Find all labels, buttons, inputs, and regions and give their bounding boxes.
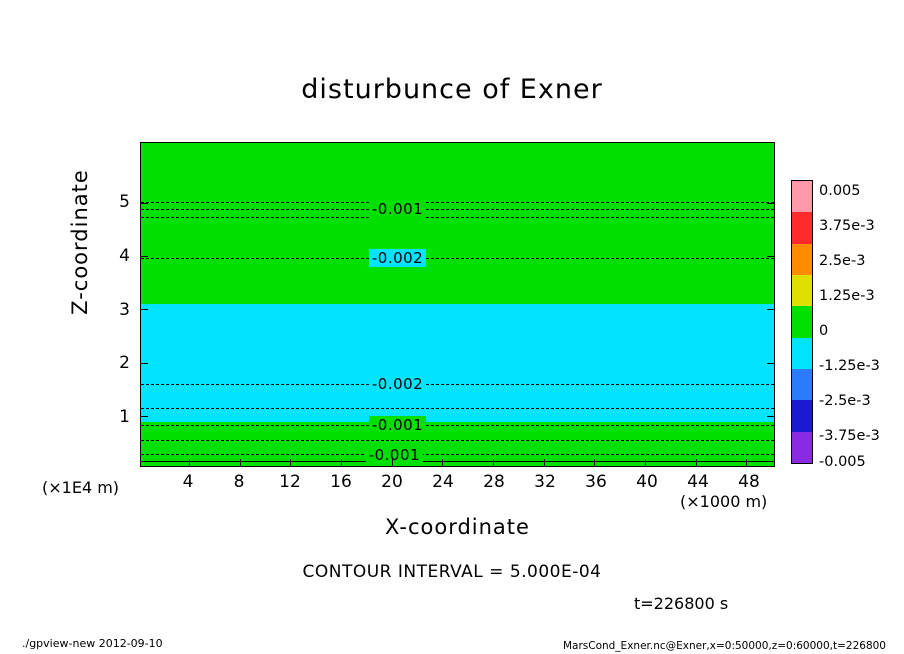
y-axis-unit-label: (×1E4 m) — [42, 478, 120, 497]
x-tick-label: 8 — [233, 472, 245, 492]
x-tick — [392, 459, 393, 466]
contour-label: -0.002 — [369, 249, 426, 267]
x-tick — [594, 459, 595, 466]
colorbar-tick-label: -2.5e-3 — [819, 393, 871, 409]
x-tick-label: 16 — [330, 472, 352, 492]
band-green-upper — [141, 143, 774, 304]
contour-label: -0.002 — [369, 375, 426, 393]
band-cyan-middle — [141, 304, 774, 422]
contour-interval-note: CONTOUR INTERVAL = 5.000E-04 — [302, 562, 602, 582]
contour-label: -0.001 — [369, 416, 426, 434]
x-tick — [746, 459, 747, 466]
contour-line — [141, 258, 774, 259]
colorbar-tick-label: 1.25e-3 — [819, 288, 875, 304]
x-tick — [493, 459, 494, 466]
y-tick — [141, 309, 148, 310]
y-tick-label: 4 — [119, 246, 130, 266]
colorbar-segment — [792, 244, 812, 275]
colorbar-segment — [792, 212, 812, 243]
x-tick — [240, 459, 241, 466]
x-tick — [189, 459, 190, 466]
colorbar-tick-label: 3.75e-3 — [819, 218, 875, 234]
contour-label: -0.001 — [369, 200, 426, 218]
colorbar-tick-label: 0 — [819, 323, 829, 339]
x-tick-label: 24 — [432, 472, 454, 492]
colorbar-tick-label: 0.005 — [819, 183, 861, 199]
x-tick-label: 4 — [182, 472, 194, 492]
y-tick — [767, 363, 774, 364]
x-tick-label: 48 — [738, 472, 760, 492]
contour-line — [141, 440, 774, 441]
contour-line — [141, 408, 774, 409]
contour-line — [141, 202, 774, 203]
x-tick-label: 20 — [381, 472, 403, 492]
page-title: disturbunce of Exner — [301, 74, 603, 105]
x-tick-label: 12 — [279, 472, 301, 492]
x-tick — [341, 459, 342, 466]
y-tick — [141, 256, 148, 257]
x-tick — [696, 459, 697, 466]
y-tick — [767, 203, 774, 204]
y-tick-label: 5 — [119, 192, 130, 212]
y-axis-label: Z-coordinate — [68, 169, 92, 315]
contour-plot-area — [140, 142, 775, 467]
x-tick — [442, 459, 443, 466]
colorbar-segment — [792, 400, 812, 431]
footer-left-text: ./gpview-new 2012-09-10 — [22, 637, 163, 650]
contour-line — [141, 425, 774, 426]
x-tick-label: 44 — [687, 472, 709, 492]
footer-right-text: MarsCond_Exner.nc@Exner,x=0:50000,z=0:60000,t=226800 — [562, 640, 886, 652]
y-tick — [141, 416, 148, 417]
contour-line — [141, 454, 774, 455]
contour-line — [141, 209, 774, 210]
colorbar-tick-label: -1.25e-3 — [819, 358, 880, 374]
x-tick — [290, 459, 291, 466]
y-tick — [767, 256, 774, 257]
colorbar-segment — [792, 275, 812, 306]
band-green-lower — [141, 422, 774, 466]
colorbar-segment — [792, 432, 812, 463]
x-tick — [645, 459, 646, 466]
x-tick-label: 36 — [585, 472, 607, 492]
colorbar-tick-label: 2.5e-3 — [819, 253, 866, 269]
colorbar-segment — [792, 306, 812, 337]
colorbar-segment — [792, 338, 812, 369]
timestamp-note: t=226800 s — [634, 594, 729, 613]
colorbar — [791, 180, 813, 464]
y-tick — [141, 363, 148, 364]
y-tick-label: 1 — [119, 407, 130, 427]
y-tick — [767, 309, 774, 310]
contour-line — [141, 384, 774, 385]
contour-line — [141, 217, 774, 218]
y-tick-label: 2 — [119, 353, 130, 373]
y-tick — [767, 416, 774, 417]
x-axis-label: X-coordinate — [385, 515, 530, 539]
contour-line-solid — [141, 461, 774, 462]
x-tick-label: 40 — [636, 472, 658, 492]
colorbar-tick-label: -3.75e-3 — [819, 428, 880, 444]
y-tick-label: 3 — [119, 300, 130, 320]
y-tick — [141, 203, 148, 204]
colorbar-tick-label: -0.005 — [819, 454, 866, 470]
x-tick-label: 32 — [534, 472, 556, 492]
x-tick-label: 28 — [483, 472, 505, 492]
contour-label: -0.001 — [366, 446, 423, 464]
colorbar-segment — [792, 369, 812, 400]
colorbar-segment — [792, 181, 812, 212]
x-axis-unit-label: (×1000 m) — [680, 492, 768, 511]
x-tick — [544, 459, 545, 466]
